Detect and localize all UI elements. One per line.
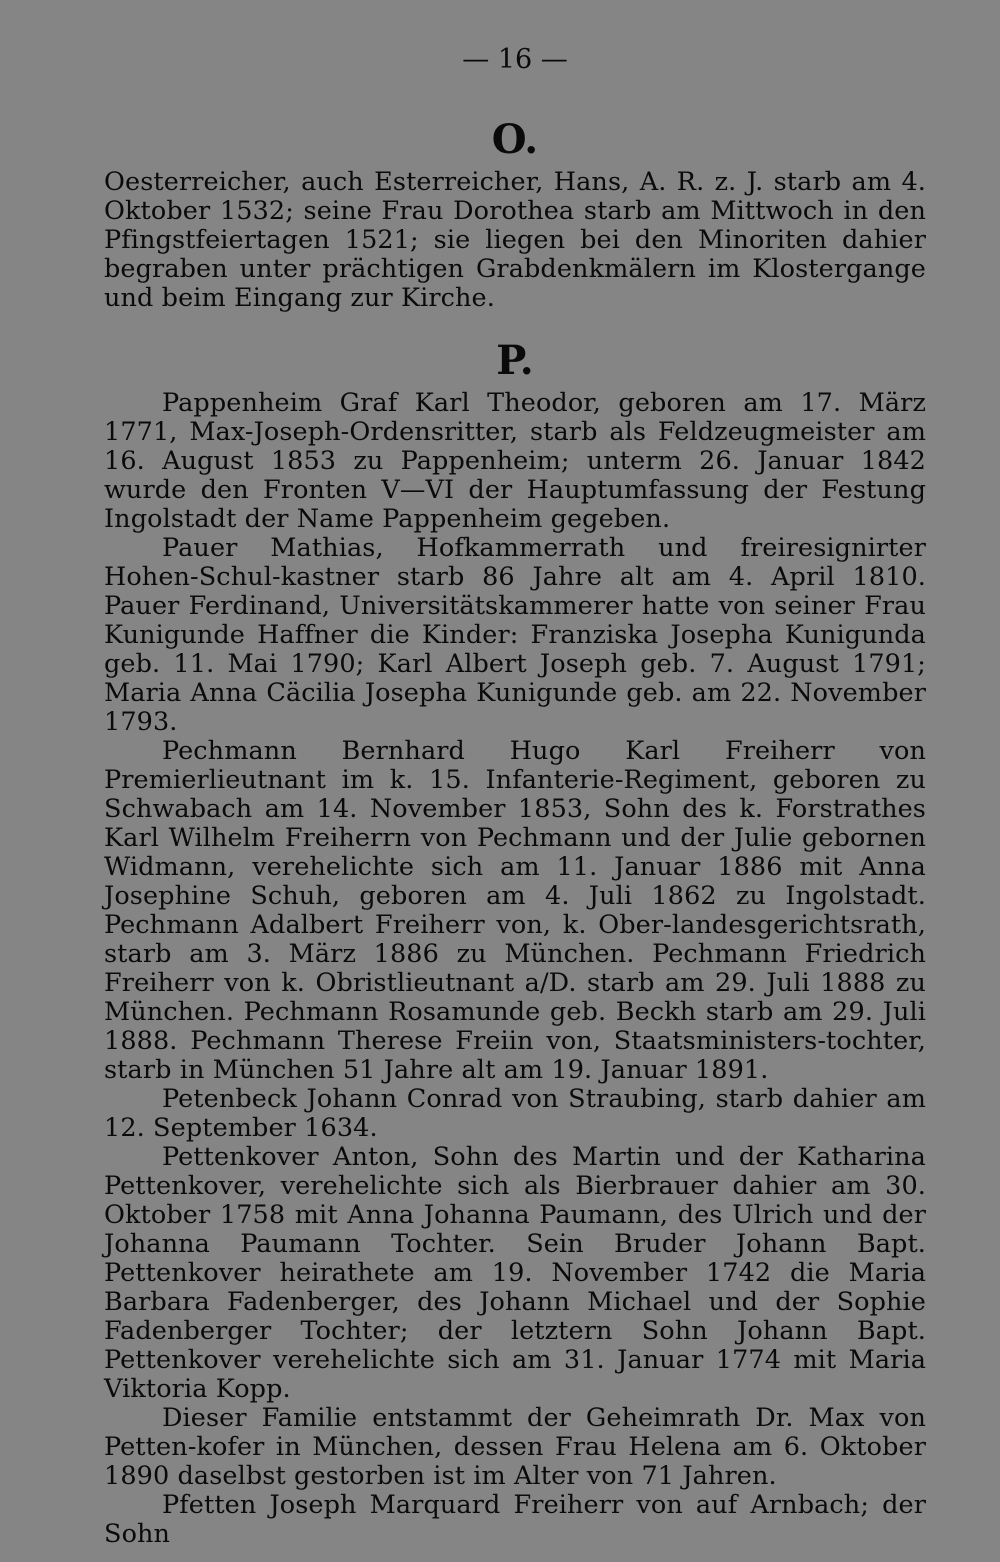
entry-pechmann: Pechmann Bernhard Hugo Karl Freiherr von Premierlieutnant im k. 15. Infanterie-Regiment, geboren zu Schwabach am 14. November 1853, Sohn des k. Forstrathes Karl Wilhelm Freiherrn von Pechmann und der Julie gebornen Widmann, verehelichte sich am 11. Januar 1886 mit Anna Josephine Schuh, geboren am 4. Juli 1862 zu Ingolstadt. Pechmann Adalbert Freiherr von, k. Ober-landesgerichtsrath, starb am 3. März 1886 zu München. Pechmann Friedrich Freiherr von k. Obristlieutnant a/D. starb am 29. Juli 1888 zu München. Pechmann Rosamunde geb. Beckh starb am 29. Juli 1888. Pechmann Therese Freiin von, Staatsministers-tochter, starb in München 51 Jahre alt am 19. Januar 1891.	[104, 736, 926, 1085]
entry-pettenkofer-family: Dieser Familie entstammt der Geheimrath Dr. Max von Petten-kofer in München, dessen Frau Helena am 6. Oktober 1890 daselbst gestorben ist im Alter von 71 Jahren.	[104, 1403, 926, 1491]
entry-pappenheim: Pappenheim Graf Karl Theodor, geboren am 17. März 1771, Max-Joseph-Ordensritter, starb als Feldzeugmeister am 16. August 1853 zu Pappenheim; unterm 26. Januar 1842 wurde den Fronten V—VI der Hauptumfassung der Festung Ingolstadt der Name Pappenheim gegeben.	[104, 388, 926, 534]
section-p	[104, 335, 926, 1549]
entry-pfetten: Pfetten Joseph Marquard Freiherr von auf Arnbach; der Sohn	[104, 1490, 926, 1549]
page-number: — 16 —	[462, 44, 568, 75]
entry-pettenkover: Pettenkover Anton, Sohn des Martin und der Katharina Pettenkover, verehelichte sich als Bierbrauer dahier am 30. Oktober 1758 mit Anna Johanna Paumann, des Ulrich und der Johanna Paumann Tochter. Sein Bruder Johann Bapt. Pettenkover heirathete am 19. November 1742 die Maria Barbara Fadenberger, des Johann Michael und der Sophie Fadenberger Tochter; der letztern Sohn Johann Bapt. Pettenkover verehelichte sich am 31. Januar 1774 mit Maria Viktoria Kopp.	[104, 1142, 926, 1404]
section-o	[104, 114, 926, 313]
entry-petenbeck: Petenbeck Johann Conrad von Straubing, starb dahier am 12. September 1634.	[104, 1084, 926, 1143]
section-heading-o: O.	[491, 116, 539, 163]
entry-pauer: Pauer Mathias, Hofkammerrath und freiresignirter Hohen-Schul-kastner starb 86 Jahre alt am 4. April 1810. Pauer Ferdinand, Universitätskammerer hatte von seiner Frau Kunigunde Haffner die Kinder: Franziska Josepha Kunigunda geb. 11. Mai 1790; Karl Albert Joseph geb. 7. August 1791; Maria Anna Cäcilia Josepha Kunigunde geb. am 22. November 1793.	[104, 533, 926, 737]
section-heading-p: P.	[496, 337, 534, 384]
page-content	[104, 40, 926, 1549]
entry-oesterreicher: Oesterreicher, auch Esterreicher, Hans, A. R. z. J. starb am 4. Oktober 1532; seine Frau Dorothea starb am Mittwoch in den Pfingstfeiertagen 1521; sie liegen bei den Minoriten dahier begraben unter prächtigen Grabdenkmälern im Klostergange und beim Eingang zur Kirche.	[104, 167, 926, 313]
